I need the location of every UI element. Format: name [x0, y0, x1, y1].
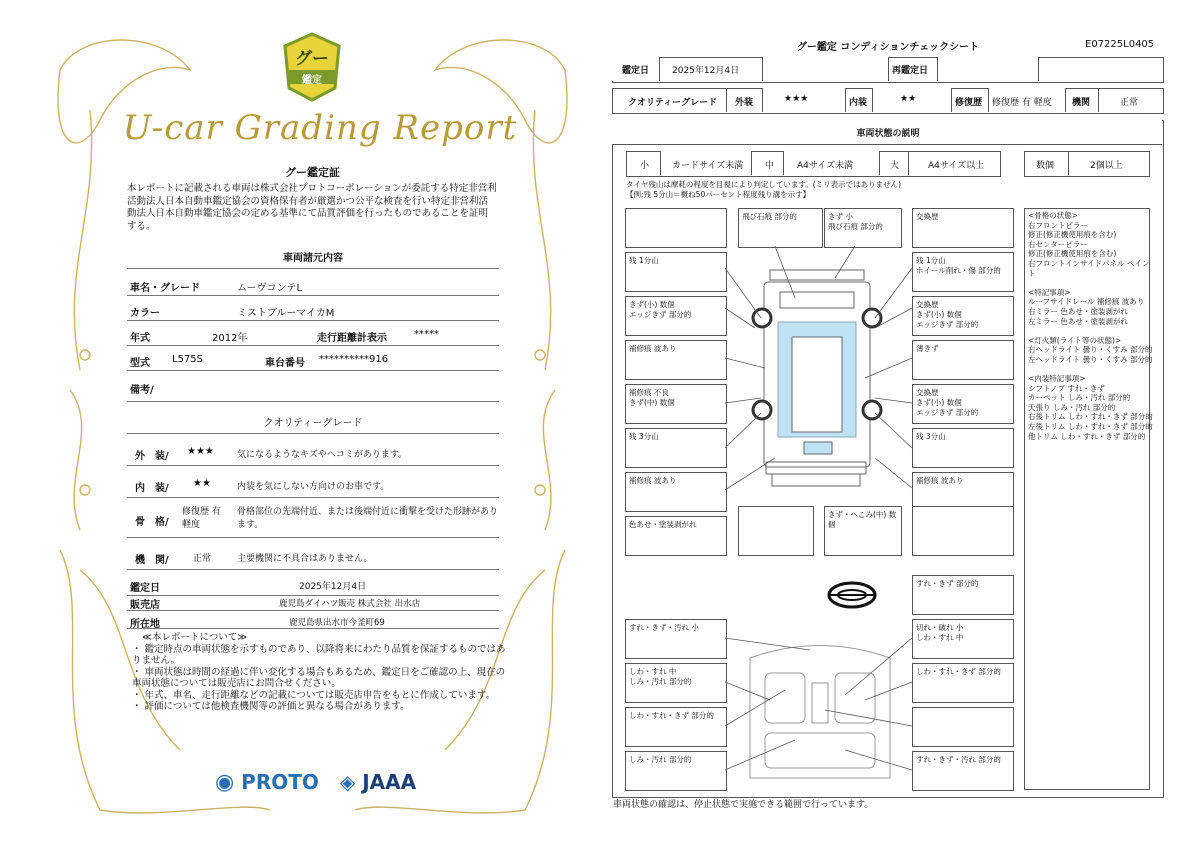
spec-row-model	[127, 348, 499, 371]
goo-seal-logo	[283, 32, 341, 102]
damage-box-left-rear-door: 補修痕 不良 きず(中) 数個	[625, 384, 727, 424]
quality-row-interior	[127, 471, 499, 498]
damage-box-rear-left: 色あせ・塗装剥がれ	[625, 516, 727, 556]
tire-example: 【例:残 5分山＝概ね50パーセント程度残り溝を示す】	[626, 190, 811, 199]
damage-box-tire-rr: 残 3分山	[912, 428, 1014, 468]
redate-label: 再鑑定日	[892, 66, 929, 76]
mileage-label: 走行距離計表示	[317, 333, 387, 344]
engine-label: 機 関/	[135, 555, 169, 566]
r-engine-label: 機関	[1072, 98, 1091, 108]
note-item: ・ 車両状態は時間の経過に伴い変化する場合もあるため、鑑定日をご確認の上、現在の車両状態については販売店にお問合せください。	[132, 666, 506, 689]
damage-box-tire-fr: 残 1分山 ホイール削れ・傷 部分的	[912, 252, 1014, 292]
footer-logos	[215, 770, 416, 795]
name-value: ムーヴコンテL	[237, 283, 303, 294]
damage-box-right-rear-quarter: 補修痕 波あり	[912, 472, 1014, 512]
seal-bottom-text: 鑑定	[302, 75, 322, 86]
int-label: 内 装/	[135, 483, 169, 494]
footer-note: 車両状態の確認は、停止状態で実施できる範囲で行っています。	[613, 800, 874, 810]
damage-box-right-fender: 交換歴 きず(小) 数個 エッジきず 部分的	[912, 296, 1014, 336]
size-l: 大	[890, 161, 900, 171]
engine-value: 正常	[193, 554, 212, 564]
r-engine-value: 正常	[1120, 98, 1139, 108]
damage-box-left-fender: きず(小) 数個 エッジきず 部分的	[625, 296, 727, 336]
interior-box-steering: すれ・きず 部分的	[912, 575, 1014, 615]
r-repair-label: 修復歴	[955, 98, 983, 108]
quality-row-engine	[127, 543, 499, 570]
sheet-code: E07225L0405	[1085, 39, 1155, 50]
model-value: L575S	[172, 354, 204, 365]
damage-box-rear-right	[912, 506, 1014, 556]
year-label: 年式	[130, 333, 150, 344]
info-row-shop	[127, 592, 499, 611]
note-item: ・ 年式、車名、走行距離などの記載については販売店申告をもとに作成しています。	[132, 689, 496, 701]
condition-title: 車両状態の説明	[856, 129, 920, 139]
int-stars: ★★	[193, 478, 211, 489]
proto-logo-text: PROTO	[241, 770, 319, 794]
size-m: 中	[765, 161, 775, 171]
spec-section-title: 車両諸元内容	[127, 249, 499, 269]
count-label: 数個	[1036, 161, 1055, 171]
info-date-label: 鑑定日	[130, 583, 160, 594]
mileage-value: *****	[414, 329, 439, 340]
interior-box-r2: しわ・すれ・きず 部分的	[912, 663, 1014, 703]
interior-box-l3: しわ・すれ・きず 部分的	[625, 707, 727, 747]
quality-row-frame	[127, 503, 499, 538]
damage-box-rear-center-right: きず・へこみ(中) 数個	[824, 506, 902, 556]
engine-desc: 主要機関に不具合はありません。	[237, 554, 373, 564]
ext-label: 外 装/	[135, 451, 169, 462]
side-notes-text: <骨格の状態> 右フロントピラー 修正(修正機使用痕を含む) 右センターピラー 修正(修正機使用痕を含む) 右フロントインサイドパネル ペイント <特記事項> ルーフサイドレール 補修痕 波あり 右ミラー 色あせ・塗装剥がれ 左ミラー 色あせ・塗装剥がれ <灯火類(ライト等の状態)> 右ヘッドライト 曇り・くすみ 部分的 左ヘッドライト 曇り・くすみ 部分的 <内装特記事項> シフトノブ すれ・きず カーペット しみ・汚れ 部分的 天張り しみ・汚れ 部分的 右後トリム しわ・すれ・きず 部分的 左後トリム しわ・すれ・きず 部分的 他トリム しわ・すれ・きず 部分的	[1028, 211, 1153, 441]
interior-box-l4: しみ・汚れ 部分的	[625, 751, 727, 791]
year-value: 2012年	[212, 333, 248, 344]
damage-box-left-rear-quarter: 補修痕 波あり	[625, 472, 727, 512]
r-int-label: 内装	[849, 98, 868, 108]
chassis-label: 車台番号	[265, 358, 305, 369]
color-value: ミストブルーマイカM	[237, 308, 335, 319]
count-desc: 2個以上	[1090, 161, 1123, 171]
seal-top-text: グー	[295, 49, 329, 69]
jaaa-logo-text: JAAA	[362, 770, 417, 794]
damage-box-right-rear-door: 交換歴 きず(小) 数個 エッジきず 部分的	[912, 384, 1014, 424]
certificate-title: グー鑑定証	[285, 166, 340, 179]
frame-desc: 骨格部位の先端付近、または後端付近に衝撃を受けた形跡があります。	[237, 507, 499, 530]
name-label: 車名・グレード	[130, 283, 200, 294]
model-label: 型式	[130, 358, 150, 369]
qg-label: クオリティーグレード	[628, 98, 718, 108]
shop-value: 鹿児島ダイハツ販売 株式会社 出水店	[279, 599, 421, 609]
shop-label: 販売店	[130, 600, 160, 611]
damage-box-right-front-door: 薄きず	[912, 340, 1014, 380]
ext-stars: ★★★	[187, 446, 214, 457]
notes-title: ≪本レポートについて≫	[142, 632, 248, 643]
quality-section-title: クオリティーグレード	[127, 414, 499, 434]
damage-box-front-center-right: きず 小 飛び石痕 部分的	[824, 208, 902, 248]
tire-note: タイヤ残山は摩耗の程度を目視により判定しています。(ミリ表示ではありません)	[626, 180, 902, 189]
interior-box-r3	[912, 707, 1014, 747]
r-repair-value: 修復歴 有 軽度	[992, 98, 1052, 108]
damage-box-left-front-door: 補修痕 波あり	[625, 340, 727, 380]
addr-label: 所在地	[130, 619, 160, 630]
interior-box-r1: 切れ・破れ 小 しわ・すれ 中	[912, 619, 1014, 659]
spec-row-color	[127, 298, 499, 321]
color-label: カラー	[130, 308, 160, 319]
spec-row-name	[127, 273, 499, 296]
date-value: 2025年12月4日	[672, 66, 740, 76]
proto-logo-icon: ◉	[215, 770, 235, 795]
spec-row-remarks	[127, 373, 499, 402]
r-ext-label: 外装	[735, 98, 754, 108]
leader-lines	[725, 208, 915, 508]
frame-label: 骨 格/	[135, 517, 169, 528]
spec-row-year	[127, 323, 499, 346]
interior-box-l1: すれ・きず・汚れ 小	[625, 619, 727, 659]
date-label: 鑑定日	[622, 66, 650, 76]
chassis-value: **********916	[319, 354, 389, 365]
r-int-stars: ★★	[900, 94, 917, 104]
damage-box-front-center-left: 飛び石痕 部分的	[738, 208, 823, 248]
note-item: ・ 鑑定時点の車両状態を示すものであり、以降将来にわたり品質を保証するものではありません。	[132, 643, 506, 666]
interior-box-l2: しわ・すれ 中 しみ・汚れ 部分的	[625, 663, 727, 703]
size-m-desc: A4サイズ未満	[797, 161, 854, 171]
damage-box-front-right: 交換歴	[912, 208, 1014, 248]
damage-box-tire-fl: 残 1分山	[625, 252, 727, 292]
interior-box-r4: すれ・きず・汚れ 部分的	[912, 751, 1014, 791]
grading-report-page	[40, 10, 585, 835]
quality-row-exterior	[127, 439, 499, 466]
remarks-label: 備考/	[130, 385, 154, 396]
damage-box-tire-rl: 残 3分山	[625, 428, 727, 468]
frame-value: 修復歴 有 軽度	[182, 507, 221, 530]
ext-desc: 気になるようなキズやヘコミがあります。	[237, 450, 408, 460]
info-row-address	[127, 612, 499, 629]
r-ext-stars: ★★★	[784, 94, 809, 104]
addr-value: 鹿児島県出水市今釜町69	[289, 618, 385, 628]
info-date-value: 2025年12月4日	[299, 582, 367, 592]
report-script-title: U-car Grading Report	[122, 108, 518, 148]
note-item: ・ 評価については他検査機関等の評価と異なる場合があります。	[132, 701, 410, 712]
damage-box-front-left	[625, 208, 727, 248]
certificate-body: 本レポートに記載される車両は株式会社プロトコーポレーションが委託する特定非営利活動法人日本自動車鑑定協会の資格保有者が厳選かつ公平な検査を行い特定非営利活動法人日本自動車鑑定協会の定める基準にて品質評価を行ったものであることを証明する。	[127, 183, 497, 232]
interior-leader-lines	[725, 600, 915, 790]
int-desc: 内装を気にしない方向けのお車です。	[237, 482, 390, 492]
check-sheet-title: グー鑑定 コンディションチェックシート	[796, 42, 980, 53]
damage-box-rear-center-left	[738, 506, 814, 556]
jaaa-logo-icon: ◈	[339, 770, 356, 794]
size-s-desc: カードサイズ未満	[672, 161, 744, 171]
report-notes	[132, 632, 512, 713]
size-s: 小	[640, 161, 650, 171]
size-l-desc: A4サイズ以上	[928, 161, 985, 171]
